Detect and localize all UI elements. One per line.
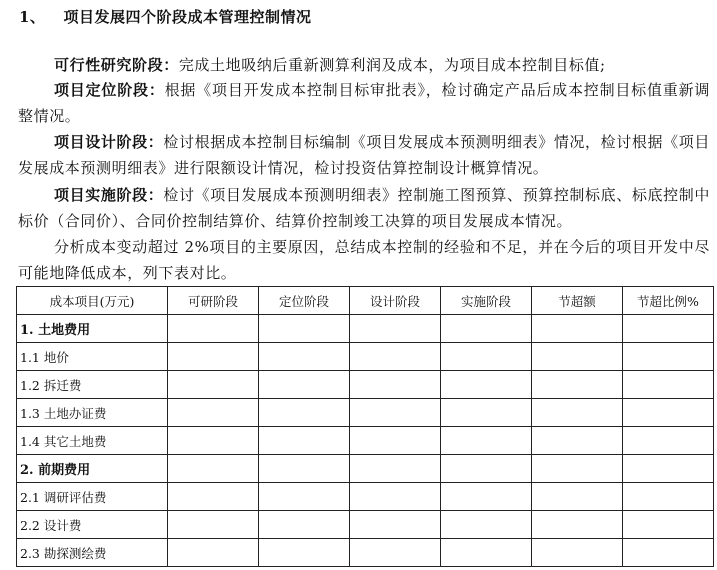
- table-cell: [168, 343, 259, 371]
- table-cell: [350, 371, 441, 399]
- row-label: 2.1 调研评估费: [17, 483, 168, 511]
- table-cell: [259, 343, 350, 371]
- paragraph-label: 项目设计阶段: [54, 133, 148, 151]
- table-cell: [350, 511, 441, 539]
- table-header-row: [17, 287, 714, 315]
- table-cell: [441, 511, 532, 539]
- table-cell: [441, 539, 532, 567]
- section-title: 项目发展四个阶段成本管理控制情况: [63, 8, 312, 26]
- table-cell: [441, 427, 532, 455]
- paragraph-text: 检讨根据成本控制目标编制《项目发展成本预测明细表》情况，检讨根据《项目发展成本预测明细表》进行限额设计情况，检讨投资估算控制设计概算情况。: [18, 133, 710, 177]
- row-label: 1.1 地价: [17, 343, 168, 371]
- table-cell: [532, 343, 623, 371]
- row-label: 1.4 其它土地费: [17, 427, 168, 455]
- table-cell: [168, 455, 259, 483]
- table-cell: [532, 371, 623, 399]
- table-row: [17, 455, 714, 483]
- paragraph-label: 项目实施阶段: [54, 186, 148, 204]
- table-cell: [350, 427, 441, 455]
- table-cell: [259, 399, 350, 427]
- table-cell: [441, 483, 532, 511]
- column-header: 节超比例%: [623, 287, 714, 315]
- section-heading: [19, 6, 311, 27]
- paragraph-text: 检讨《项目发展成本预测明细表》控制施工图预算、预算控制标底、标底控制中标价（合同价）、合同价控制结算价、结算价控制竣工决算的项目发展成本情况。: [18, 186, 710, 230]
- paragraph-positioning: [18, 77, 710, 129]
- table-cell: [259, 483, 350, 511]
- table-cell: [532, 427, 623, 455]
- paragraph-text: 分析成本变动超过 2%项目的主要原因，总结成本控制的经验和不足，并在今后的项目开发中尽可能地降低成本，列下表对比。: [18, 238, 710, 282]
- paragraph-text: 完成土地吸纳后重新测算利润及成本，为项目成本控制目标值;: [178, 56, 606, 74]
- table-cell: [623, 343, 714, 371]
- section-number: 1、: [19, 8, 46, 26]
- table-cell: [259, 511, 350, 539]
- column-header: 可研阶段: [168, 287, 259, 315]
- table-cell: [168, 427, 259, 455]
- table-cell: [623, 511, 714, 539]
- table-cell: [623, 483, 714, 511]
- row-label: 1.2 拆迁费: [17, 371, 168, 399]
- table-cell: [532, 315, 623, 343]
- table-row: [17, 371, 714, 399]
- table-row: [17, 399, 714, 427]
- table-cell: [441, 399, 532, 427]
- table-cell: [168, 483, 259, 511]
- table-cell: [623, 455, 714, 483]
- table-cell: [350, 483, 441, 511]
- table-cell: [532, 511, 623, 539]
- table-row: [17, 343, 714, 371]
- cost-comparison-table: [16, 286, 714, 567]
- table-cell: [441, 455, 532, 483]
- table-cell: [623, 399, 714, 427]
- table-cell: [441, 343, 532, 371]
- table-cell: [350, 315, 441, 343]
- label-separator: ：: [163, 56, 179, 74]
- table-cell: [168, 539, 259, 567]
- row-label: 2. 前期费用: [17, 455, 168, 483]
- table-cell: [168, 315, 259, 343]
- table-cell: [168, 399, 259, 427]
- table-cell: [350, 399, 441, 427]
- table-cell: [259, 427, 350, 455]
- table-cell: [623, 315, 714, 343]
- column-header: 实施阶段: [441, 287, 532, 315]
- label-separator: ：: [148, 81, 165, 99]
- column-header: 节超额: [532, 287, 623, 315]
- table-cell: [623, 427, 714, 455]
- table-cell: [441, 315, 532, 343]
- paragraph-design: [18, 129, 710, 181]
- table-cell: [168, 371, 259, 399]
- table-row: [17, 315, 714, 343]
- paragraph-label: 可行性研究阶段: [54, 56, 164, 74]
- table-cell: [350, 343, 441, 371]
- table-cell: [532, 539, 623, 567]
- table-row: [17, 427, 714, 455]
- column-header: 定位阶段: [259, 287, 350, 315]
- table-cell: [350, 455, 441, 483]
- table-cell: [623, 539, 714, 567]
- paragraph-text: 根据《项目开发成本控制目标审批表》，检讨确定产品后成本控制目标值重新调整情况。: [18, 81, 710, 125]
- table-row: [17, 539, 714, 567]
- table-cell: [168, 511, 259, 539]
- table-cell: [441, 371, 532, 399]
- paragraph-label: 项目定位阶段: [54, 81, 149, 99]
- paragraph-analysis: [18, 234, 710, 286]
- table-cell: [532, 399, 623, 427]
- row-label: 1.3 土地办证费: [17, 399, 168, 427]
- column-header: 成本项目(万元): [17, 287, 168, 315]
- table-cell: [350, 539, 441, 567]
- table-row: [17, 511, 714, 539]
- paragraph-implementation: [18, 182, 710, 234]
- column-header: 设计阶段: [350, 287, 441, 315]
- paragraph-feasibility: [18, 52, 710, 78]
- table-cell: [259, 315, 350, 343]
- table-row: [17, 483, 714, 511]
- label-separator: ：: [147, 133, 164, 151]
- row-label: 2.3 勘探测绘费: [17, 539, 168, 567]
- table-cell: [623, 371, 714, 399]
- table-cell: [532, 483, 623, 511]
- table-cell: [259, 539, 350, 567]
- table-cell: [259, 455, 350, 483]
- table-cell: [532, 455, 623, 483]
- label-separator: ：: [147, 186, 164, 204]
- table-cell: [259, 371, 350, 399]
- row-label: 2.2 设计费: [17, 511, 168, 539]
- row-label: 1. 土地费用: [17, 315, 168, 343]
